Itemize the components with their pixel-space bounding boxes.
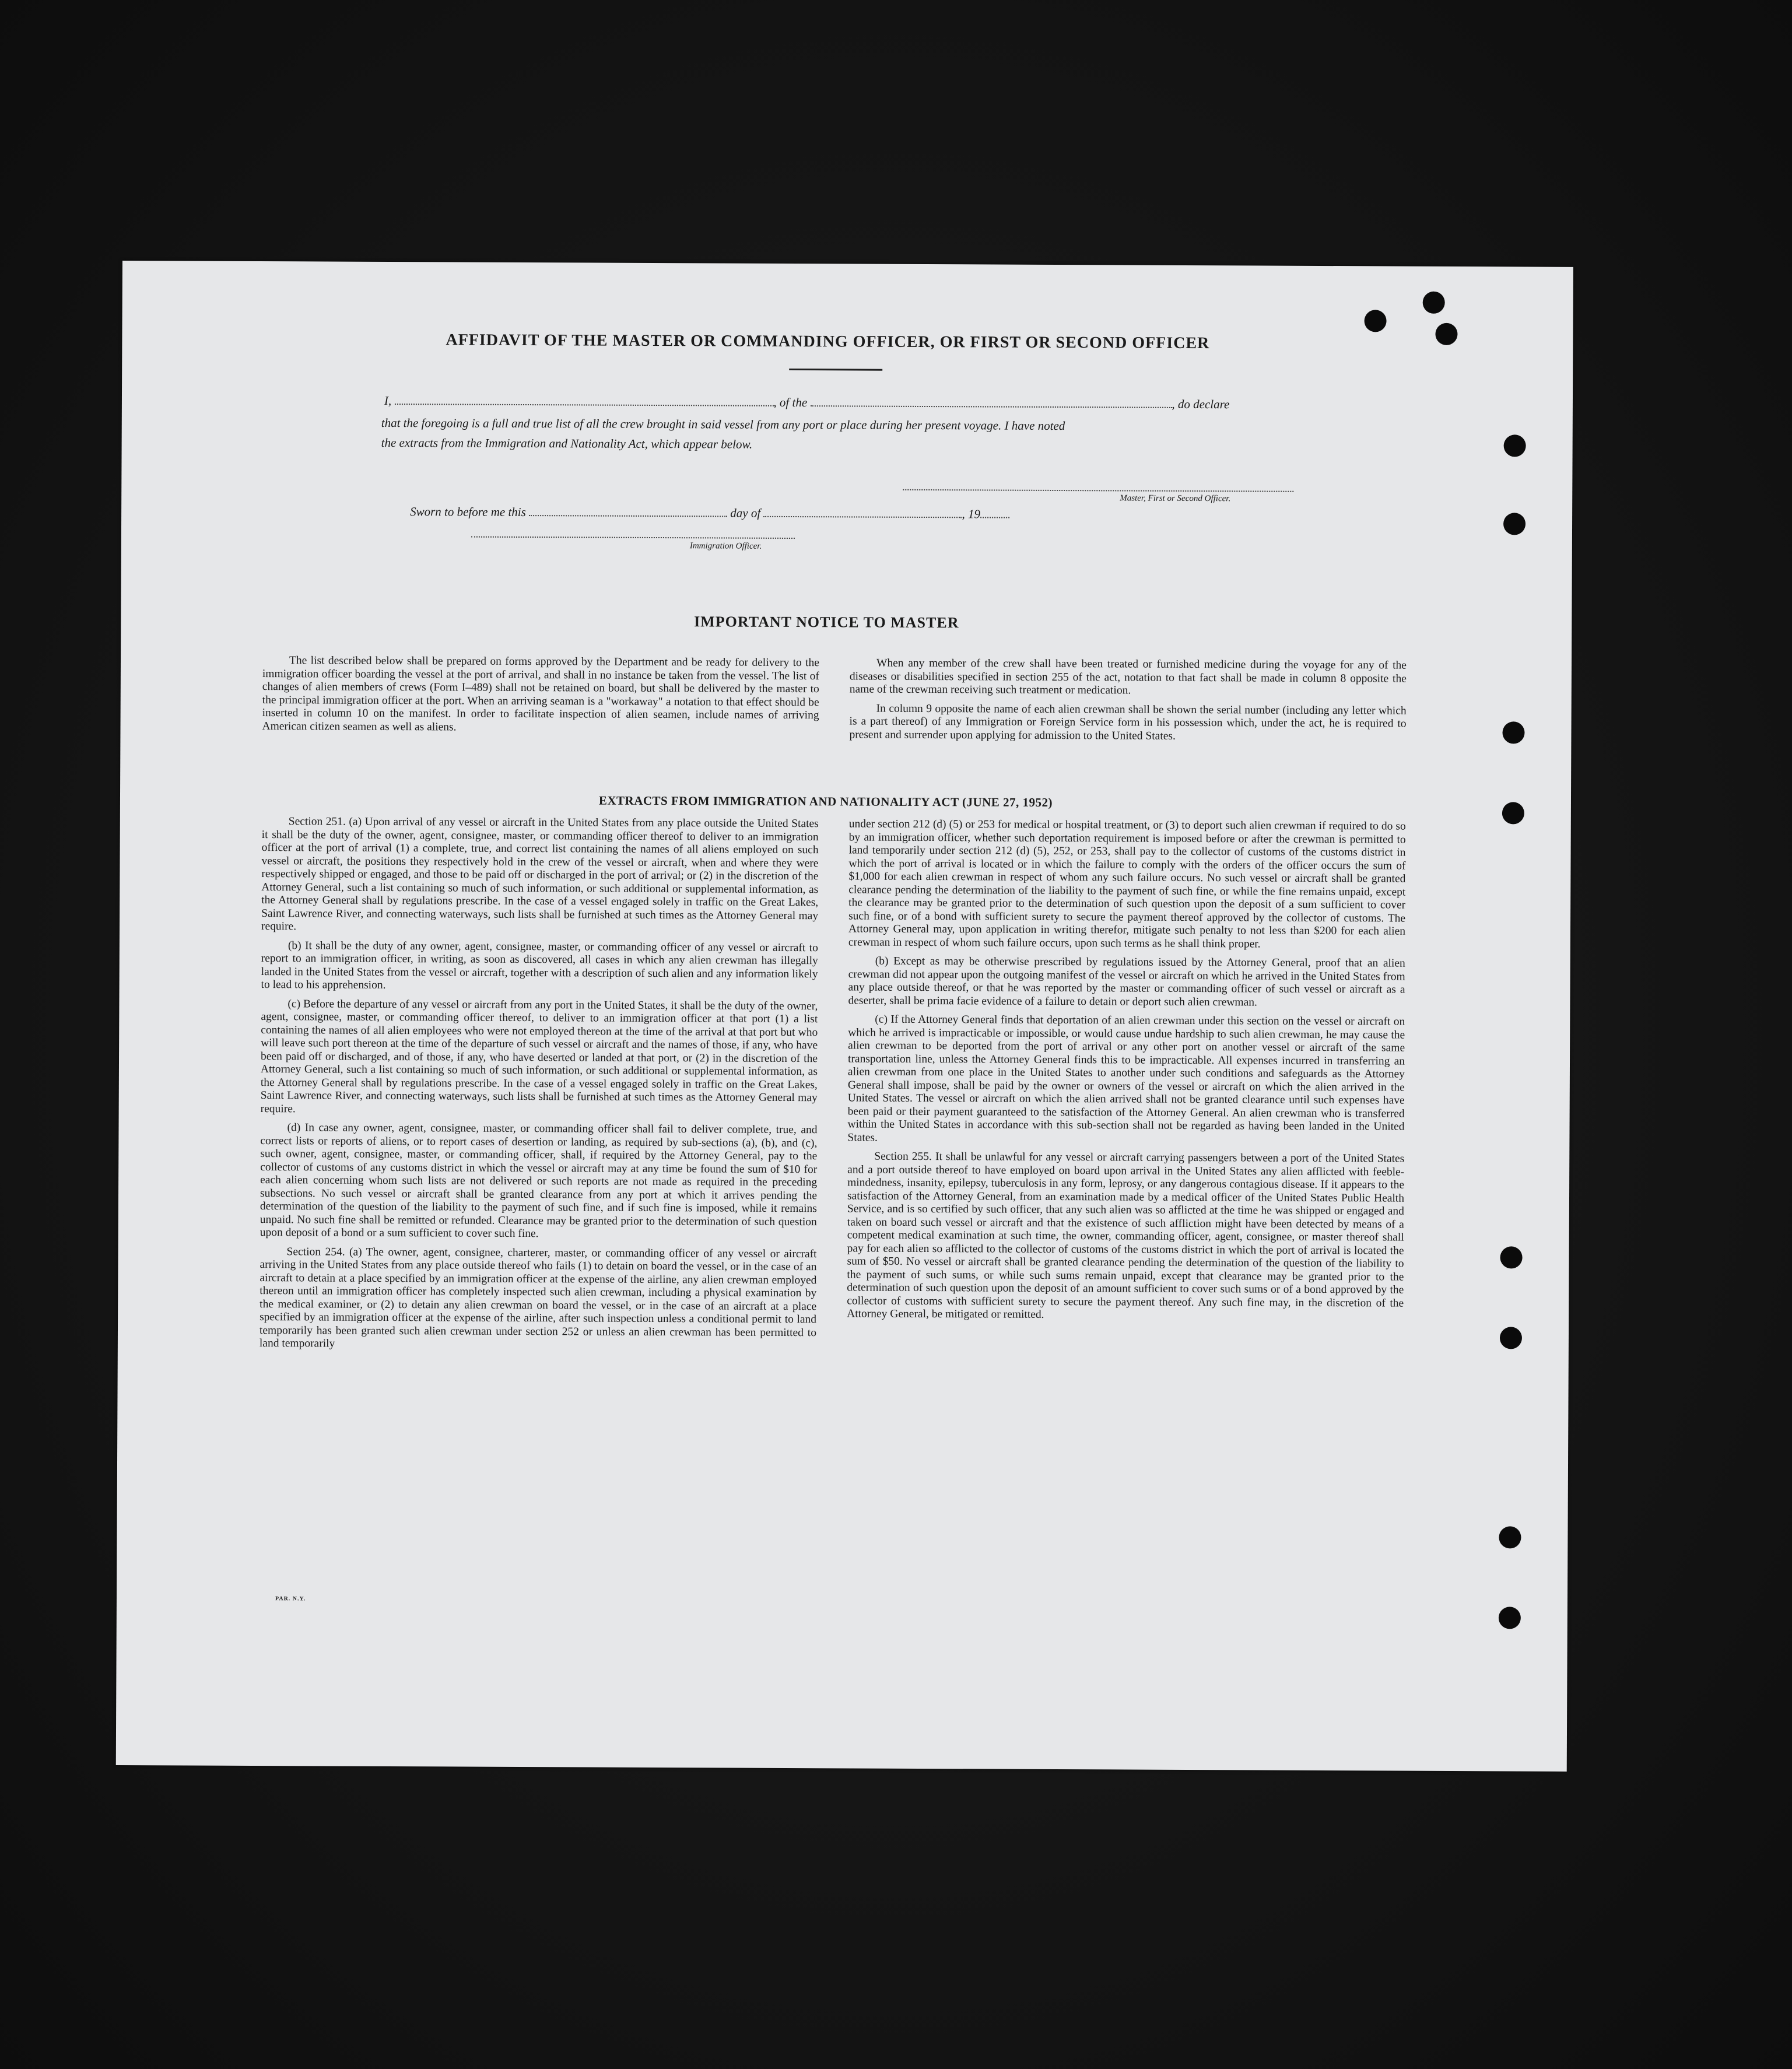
punch-hole xyxy=(1364,310,1386,332)
printer-mark: PAR. N.Y. xyxy=(275,1595,306,1602)
section-paragraph: Section 255. It shall be unlawful for any vessel or aircraft carrying passengers between a port of the United States and a port outside thereof to have employed on board upon arrival in the United States any alien afflicted with feeble-mindedness, insanity, epilepsy, tuberculosis in any form, leprosy, or any dangerous contagious disease. If it appears to the satisfaction of the Attorney General, from an examination made by a medical officer of the United States Public Health Service, and is so certified by such officer, that any such alien was so afflicted at the time he was shipped or engaged and taken on board such vessel or aircraft and that the existence of such affliction might have been detected by means of a competent medical examination at such time, the owner, commanding officer, agent, consignee, or master thereof shall pay for each alien so afflicted to the collector of customs of the customs district in which the port of arrival is located the sum of $50. No vessel or aircraft shall be granted clearance pending the determination of the question of the liability to the payment of such sums, or while such sums remain unpaid, except that clearance may be granted prior to the determination of such question upon the deposit of an amount sufficient to cover such sums or of a bond approved by the collector of customs with sufficient surety to secure the payment thereof. Any such fine may, in the discretion of the Attorney General, be mitigated or remitted. xyxy=(847,1150,1405,1321)
notice-paragraph: When any member of the crew shall have been treated or furnished medicine during the voyage for any of the diseases or disabilities specified in section 255 of the act, notation to that fact shall be made in column 8 opposite the name of the crewman receiving such treatment or medication. xyxy=(849,657,1407,697)
officer-signature-line[interactable] xyxy=(471,536,795,539)
extracts-title: EXTRACTS FROM IMMIGRATION AND NATIONALITY ACT (JUNE 27, 1952) xyxy=(598,793,1053,809)
of-the-label: , of the xyxy=(773,395,808,410)
affidavit-title: AFFIDAVIT OF THE MASTER OR COMMANDING OFFICER, OR FIRST OR SECOND OFFICER xyxy=(446,331,1210,353)
notice-paragraph: The list described below shall be prepared on forms approved by the Department and be ready for delivery to the immigration officer boarding the vessel at the port of arrival, and shall in no instance be taken from the vessel. The list of changes of alien members of crews (Form I–489) shall not be retained on board, but shall be delivered by the master to the principal immigration officer at the port. When an arriving seaman is a "workaway" a notation to that effect should be inserted in column 10 on the manifest. In order to facilitate inspection of alien seamen, include names of arriving American citizen seamen as well as aliens. xyxy=(262,654,820,734)
punch-hole xyxy=(1500,1327,1522,1349)
punch-hole xyxy=(1504,434,1526,457)
section-paragraph: Section 254. (a) The owner, agent, consignee, charterer, master, or commanding officer of any vessel or aircraft arriving in the United States from any place outside thereof who fails (1) to detain on board the vessel, or in the case of an aircraft to detain at a place specified by an immigration officer at the expense of the airline, any alien crewman employed thereon until an immigration officer has completely inspected such alien crewman, including a physical examination by the medical examiner, or (2) to detain any alien crewman on board the vessel, or in the case of an aircraft at a place specified by an immigration officer at the expense of the airline, after such inspection unless a conditional permit to land temporarily has been granted such alien crewman under section 252 or unless an alien crewman has been permitted to land temporarily xyxy=(259,1245,817,1350)
section-paragraph: (b) Except as may be otherwise prescribed by regulations issued by the Attorney General, proof that an alien crewman did not appear upon the outgoing manifest of the vessel or aircraft on which he arrived in the United States from any place outside thereof, or that he was reported by the master or commanding officer of such vessel or aircraft as a deserter, shall be prima facie evidence of a failure to detain or deport such alien crewman. xyxy=(848,955,1405,1009)
extracts-left-column xyxy=(259,815,819,1359)
affidavit-line-2: that the foregoing is a full and true list of all the crew brought in said vessel from any port or place during her present voyage. I have noted xyxy=(381,415,1065,433)
section-paragraph: (b) It shall be the duty of any owner, agent, consignee, master, or commanding officer of any vessel or aircraft to report to an immigration officer, in writing, as soon as discovered, all cases in which any alien crewman has illegally landed in the United States from the vessel or aircraft, together with a description of such alien and any information likely to lead to his apprehension. xyxy=(261,939,818,991)
punch-hole xyxy=(1435,323,1457,345)
section-paragraph: under section 212 (d) (5) or 253 for medical or hospital treatment, or (3) to deport such alien crewman if required to do so by an immigration officer, whether such deportation requirement is imposed before or after the crewman is permitted to land temporarily under section 212 (d) (5), 252, or 253, shall pay to the collector of customs of the customs district in which the port of arrival is located or in which the failure to comply with the orders of the officer occurs the sum of $1,000 for each alien crewman in respect of whom any such failure occurs. No such vessel or aircraft shall be granted clearance pending the determination of the liability to the payment of such fine, or while the fine remains unpaid, except the clearance may be granted prior to the determination of such question upon the deposit of a sum sufficient to cover such fine, or of a bond with sufficient surety to secure the payment thereof approved by the collector of customs. The Attorney General may, upon application in writing therefor, mitigate such penalty to not less than $200 for each alien crewman in respect of whom such failure occurs, upon such terms as he shall think proper. xyxy=(848,818,1406,951)
name-blank[interactable] xyxy=(394,403,773,406)
year-label: , 19 xyxy=(962,507,981,521)
sworn-day-blank[interactable] xyxy=(529,514,727,517)
notice-left-column xyxy=(262,654,819,741)
title-underline xyxy=(789,369,882,371)
sworn-label: Sworn to before me this xyxy=(410,504,526,520)
section-paragraph: (d) In case any owner, agent, consignee, master, or commanding officer shall fail to deliver complete, true, and correct lists or reports of aliens, or to report cases of desertion or landing, as required by sub-sections (a), (b), and (c), such owner, agent, consignee, master, or commanding officer, shall, if required by the Attorney General, pay to the collector of customs of any customs district in which the vessel or aircraft may at any time be found the sum of $10 for each alien concerning whom such lists are not delivered or such reports are not made as required in the preceding subsections. No such vessel or aircraft shall be granted clearance from any port at which it arrives pending the determination of the question of the liability to the payment of such fine, and if such fine is imposed, while it remains unpaid. No such fine shall be remitted or refunded. Clearance may be granted prior to the determination of such question upon deposit of a bond or a sum sufficient to cover such fine. xyxy=(259,1121,818,1240)
declare-label: , do declare xyxy=(1172,397,1230,412)
master-signature-line[interactable] xyxy=(903,489,1293,492)
notice-right-column xyxy=(849,657,1407,749)
section-paragraph: (c) Before the departure of any vessel or aircraft from any port in the United States, it shall be the duty of the owner, agent, consignee, master, or commanding officer thereof, to deliver to an immigration officer at that port (1) a list containing the names of all alien employees who were not employed thereon at the time of the arrival at that port but who will leave such port thereon at the time of the departure of such vessel or aircraft and the names of those, if any, who have been paid off or discharged, and of those, if any, who have deserted or landed at that port, or (2) in the discretion of the Attorney General, such a list containing so much of such information, or such additional or supplemental information, as the Attorney General shall by regulations prescribe. In the case of a vessel engaged solely in traffic on the Great Lakes, Saint Lawrence River, and connecting waterways, such lists shall be furnished at such times as the Attorney General may require. xyxy=(260,997,818,1115)
vessel-blank[interactable] xyxy=(810,405,1172,408)
affidavit-line-3: the extracts from the Immigration and Nationality Act, which appear below. xyxy=(381,435,753,451)
sworn-line xyxy=(410,504,1009,521)
officer-caption: Immigration Officer. xyxy=(689,541,762,551)
year-blank[interactable] xyxy=(980,516,1009,518)
punch-hole xyxy=(1499,1526,1521,1548)
extracts-right-column xyxy=(847,818,1406,1329)
section-paragraph: (c) If the Attorney General finds that deportation of an alien crewman under this section on the vessel or aircraft on which he arrived is impracticable or impossible, or would cause undue hardship to such alien crewman, he may cause the alien crewman to be deported from the port of arrival or any other port on another vessel or aircraft of the same transportation line, unless the Attorney General finds this to be impracticable. All expenses incurred in transferring an alien crewman from one place in the United States to another under such conditions and safeguards as the Attorney General shall impose, shall be paid by the owner or owners of the vessel or aircraft on which the alien arrived in the United States. The vessel or aircraft on which the alien arrived shall not be granted clearance until such expenses have been paid or their payment guaranteed to the satisfaction of the Attorney General. An alien crewman who is transferred within the United States in accordance with this sub-section shall not be regarded as having been landed in the United States. xyxy=(847,1013,1405,1144)
punch-hole xyxy=(1502,721,1524,744)
punch-hole xyxy=(1423,292,1445,314)
document-page xyxy=(116,261,1573,1772)
affidavit-line-1 xyxy=(384,394,1230,412)
affidavit-i-label: I, xyxy=(384,393,392,408)
punch-hole xyxy=(1499,1607,1521,1629)
day-of-label: day of xyxy=(730,506,761,520)
notice-title: IMPORTANT NOTICE TO MASTER xyxy=(694,613,959,632)
notice-paragraph: In column 9 opposite the name of each alien crewman shall be shown the serial number (including any letter which is a part thereof) of any Immigration or Foreign Service form in his possession which, under the act, he is required to present and surrender upon applying for admission to the United States. xyxy=(849,702,1407,742)
punch-hole xyxy=(1500,1246,1522,1268)
punch-hole xyxy=(1502,802,1524,824)
section-paragraph: Section 251. (a) Upon arrival of any vessel or aircraft in the United States from any place outside the United States it shall be the duty of the owner, agent, consignee, master, or commanding officer thereof to deliver to an immigration officer at the port of arrival (1) a complete, true, and correct list containing the names of all aliens employed on such vessel or aircraft, the positions they respectively hold in the crew of the vessel or aircraft, when and where they were respectively shipped or engaged, and those to be paid off or discharged in the port of arrival; or (2) in the discretion of the Attorney General, such a list containing so much of such information, or such additional or supplemental information, as the Attorney General shall by regulations prescribe. In the case of a vessel engaged solely in traffic on the Great Lakes, Saint Lawrence River, and connecting waterways, such lists shall be furnished at such times as the Attorney General may require. xyxy=(261,815,819,933)
sworn-month-blank[interactable] xyxy=(763,516,962,518)
punch-hole xyxy=(1503,513,1526,535)
master-caption: Master, First or Second Officer. xyxy=(1120,493,1231,504)
